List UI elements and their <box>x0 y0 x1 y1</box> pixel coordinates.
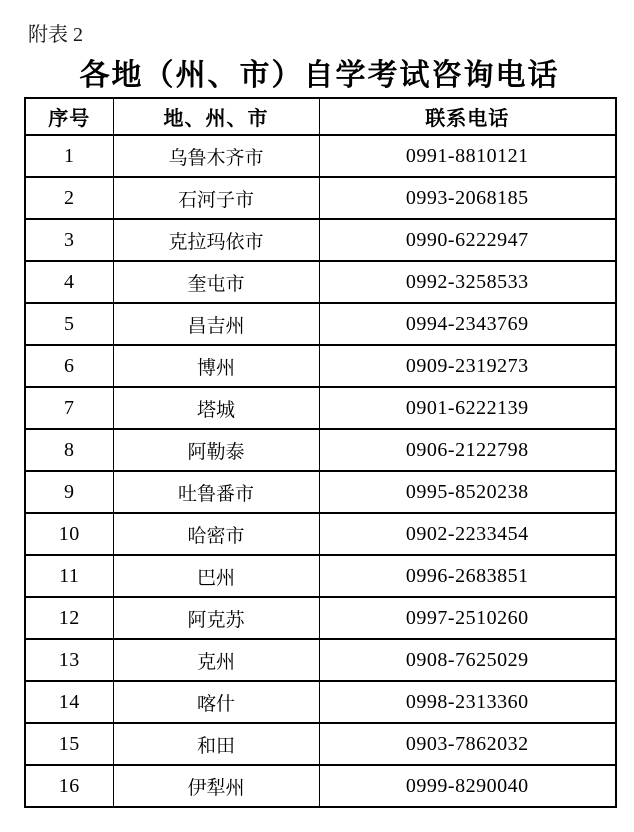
table-row <box>25 429 616 471</box>
cell-row-number: 11 <box>25 555 113 597</box>
cell-phone-number: 0908-7625029 <box>319 639 616 681</box>
cell-phone-number: 0901-6222139 <box>319 387 616 429</box>
cell-region-name: 哈密市 <box>113 513 319 555</box>
table-row <box>25 261 616 303</box>
cell-phone-number: 0990-6222947 <box>319 219 616 261</box>
cell-phone-number: 0999-8290040 <box>319 765 616 807</box>
cell-region-name: 乌鲁木齐市 <box>113 135 319 177</box>
cell-region-name: 昌吉州 <box>113 303 319 345</box>
table-row <box>25 387 616 429</box>
cell-row-number: 9 <box>25 471 113 513</box>
cell-row-number: 4 <box>25 261 113 303</box>
cell-phone-number: 0991-8810121 <box>319 135 616 177</box>
cell-row-number: 8 <box>25 429 113 471</box>
cell-phone-number: 0906-2122798 <box>319 429 616 471</box>
table-row <box>25 597 616 639</box>
page-title: 各地（州、市）自学考试咨询电话 <box>79 59 560 92</box>
table-body <box>25 135 616 807</box>
cell-phone-number: 0902-2233454 <box>319 513 616 555</box>
cell-row-number: 2 <box>25 177 113 219</box>
cell-row-number: 16 <box>25 765 113 807</box>
cell-region-name: 石河子市 <box>113 177 319 219</box>
cell-region-name: 阿克苏 <box>113 597 319 639</box>
cell-region-name: 巴州 <box>113 555 319 597</box>
cell-region-name: 克拉玛依市 <box>113 219 319 261</box>
cell-region-name: 伊犁州 <box>113 765 319 807</box>
header-cell-region: 地、州、市 <box>113 98 319 135</box>
cell-row-number: 3 <box>25 219 113 261</box>
table-row <box>25 345 616 387</box>
cell-row-number: 10 <box>25 513 113 555</box>
table-row <box>25 555 616 597</box>
cell-region-name: 塔城 <box>113 387 319 429</box>
cell-row-number: 1 <box>25 135 113 177</box>
cell-phone-number: 0995-8520238 <box>319 471 616 513</box>
table-row <box>25 765 616 807</box>
cell-row-number: 5 <box>25 303 113 345</box>
cell-phone-number: 0909-2319273 <box>319 345 616 387</box>
table-row <box>25 303 616 345</box>
table-row <box>25 513 616 555</box>
cell-row-number: 12 <box>25 597 113 639</box>
cell-row-number: 15 <box>25 723 113 765</box>
table-row <box>25 177 616 219</box>
table-row <box>25 639 616 681</box>
table-row <box>25 723 616 765</box>
cell-row-number: 13 <box>25 639 113 681</box>
cell-region-name: 奎屯市 <box>113 261 319 303</box>
table-header-row <box>25 98 616 135</box>
cell-phone-number: 0994-2343769 <box>319 303 616 345</box>
cell-region-name: 博州 <box>113 345 319 387</box>
cell-region-name: 喀什 <box>113 681 319 723</box>
cell-row-number: 14 <box>25 681 113 723</box>
cell-phone-number: 0998-2313360 <box>319 681 616 723</box>
cell-row-number: 7 <box>25 387 113 429</box>
appendix-label: 附表 2 <box>28 24 83 46</box>
cell-phone-number: 0993-2068185 <box>319 177 616 219</box>
table-row <box>25 471 616 513</box>
header-cell-phone: 联系电话 <box>319 98 616 135</box>
cell-region-name: 克州 <box>113 639 319 681</box>
table-row <box>25 681 616 723</box>
cell-row-number: 6 <box>25 345 113 387</box>
header-cell-no: 序号 <box>25 98 113 135</box>
cell-phone-number: 0996-2683851 <box>319 555 616 597</box>
cell-phone-number: 0997-2510260 <box>319 597 616 639</box>
cell-region-name: 吐鲁番市 <box>113 471 319 513</box>
table-row <box>25 219 616 261</box>
cell-region-name: 和田 <box>113 723 319 765</box>
phone-table <box>24 97 617 808</box>
cell-region-name: 阿勒泰 <box>113 429 319 471</box>
cell-phone-number: 0992-3258533 <box>319 261 616 303</box>
cell-phone-number: 0903-7862032 <box>319 723 616 765</box>
table-row <box>25 135 616 177</box>
